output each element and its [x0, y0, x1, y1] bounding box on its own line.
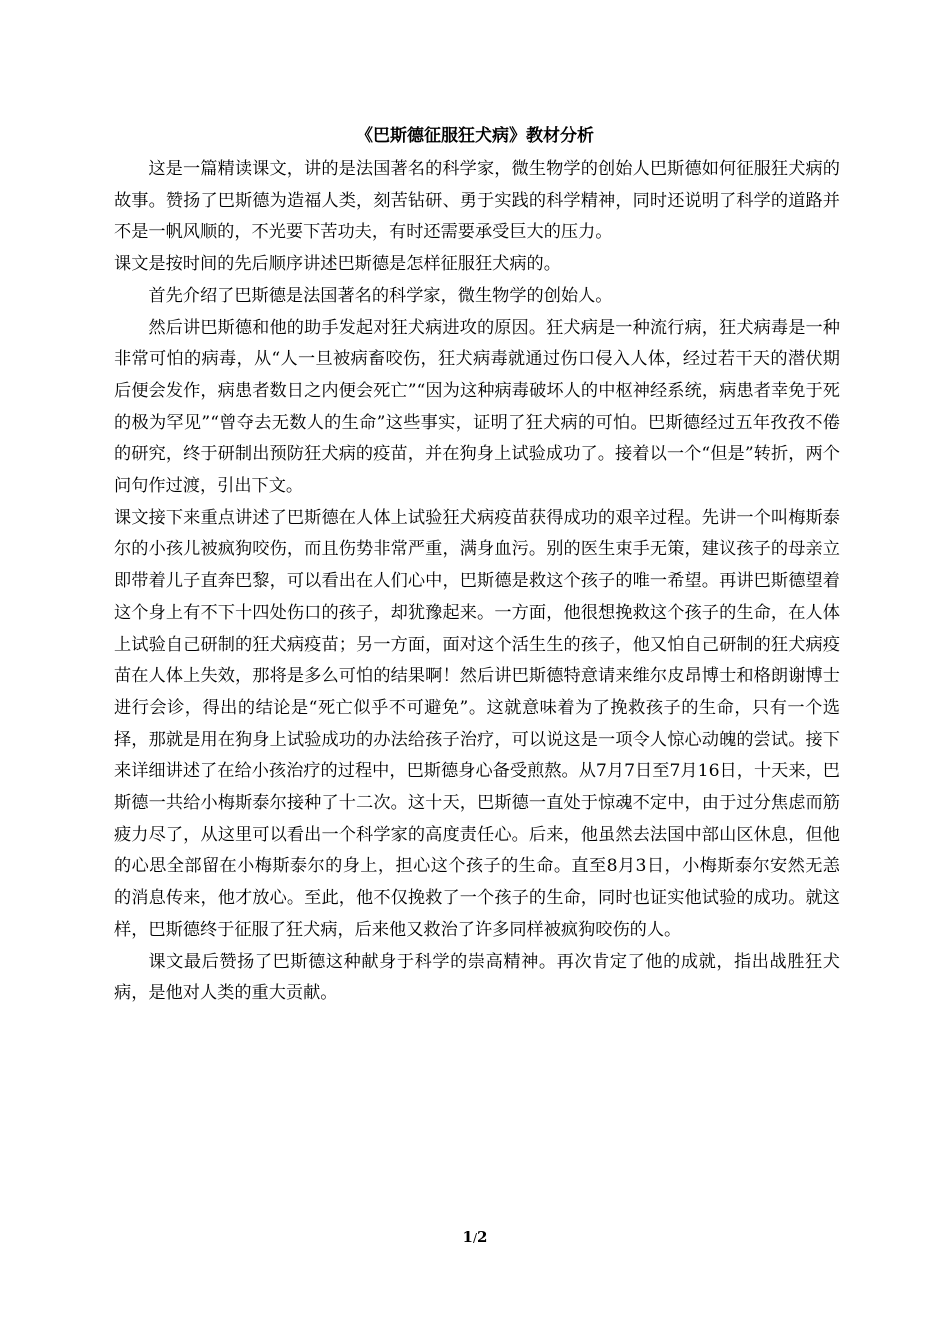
paragraph-conclusion: 课文最后赞扬了巴斯德这种献身于科学的崇高精神。再次肯定了他的成就，指出战胜狂犬病，是他对人类的重大贡献。 — [114, 951, 840, 1004]
paragraph-process: 课文接下来重点讲述了巴斯德在人体上试验狂犬病疫苗获得成功的艰辛过程。先讲一个叫梅斯泰尔的小孩儿被疯狗咬伤，而且伤势非常严重，满身血污。别的医生束手无策，建议孩子的母亲立即带着儿子直奔巴黎，可以看出在人们心中，巴斯德是救这个孩子的唯一希望。再讲巴斯德望着这个身上有不下十四处伤口的孩子，却犹豫起来。一方面，他很想挽救这个孩子的生命，在人体上试验自己研制的狂犬病疫苗；另一方面，面对这个活生生的孩子，他又怕自己研制的狂犬病疫苗在人体上失效，那将是多么可怕的结果啊！然后讲巴斯德特意请来维尔皮昂博士和格朗谢博士进行会诊，得出的结论是“死亡似乎不可避免”。这就意味着为了挽救孩子的生命，只有一个选择，那就是用在狗身上试验成功的办法给孩子治疗，可以说这是一项令人惊心动魄的尝试。接下来详细讲述了在给小孩治疗的过程中，巴斯德身心备受煎熬。从7月7日至7月16日，十天来，巴斯德一共给小梅斯泰尔接种了十二次。这十天，巴斯德一直处于惊魂不定中，由于过分焦虑而筋疲力尽了，从这里可以看出一个科学家的高度责任心。后来，他虽然去法国中部山区休息，但他的心思全部留在小梅斯泰尔的身上，担心这个孩子的生命。直至8月3日，小梅斯泰尔安然无恙的消息传来，他才放心。至此，他不仅挽救了一个孩子的生命，同时也证实他试验的成功。就这样，巴斯德终于征服了狂犬病，后来他又救治了许多同样被疯狗咬伤的人。 — [114, 507, 840, 940]
document-title: 《巴斯德征服狂犬病》教材分析 — [356, 126, 594, 146]
page-number — [0, 1227, 950, 1248]
paragraph-first: 首先介绍了巴斯德是法国著名的科学家，微生物学的创始人。 — [148, 285, 613, 306]
paragraph-structure: 课文是按时间的先后顺序讲述巴斯德是怎样征服狂犬病的。 — [114, 254, 561, 275]
total-page-number: 2 — [477, 1228, 488, 1246]
current-page-number: 1 — [462, 1228, 473, 1246]
paragraph-reason: 然后讲巴斯德和他的助手发起对狂犬病进攻的原因。狂犬病是一种流行病，狂犬病毒是一种非常可怕的病毒，从“人一旦被病畜咬伤，狂犬病毒就通过伤口侵入人体，经过若干天的潜伏期后便会发作，病患者数日之内便会死亡”“因为这种病毒破坏人的中枢神经系统，病患者幸免于死的极为罕见”“曾夺去无数人的生命”这些事实，证明了狂犬病的可怕。巴斯德经过五年孜孜不倦的研究，终于研制出预防狂犬病的疫苗，并在狗身上试验成功了。接着以一个“但是”转折，两个问句作过渡，引出下文。 — [114, 317, 840, 497]
paragraph-intro: 这是一篇精读课文，讲的是法国著名的科学家，微生物学的创始人巴斯德如何征服狂犬病的故事。赞扬了巴斯德为造福人类，刻苦钻研、勇于实践的科学精神，同时还说明了科学的道路并不是一帆风顺的，不光要下苦功夫，有时还需要承受巨大的压力。 — [114, 159, 840, 243]
document-body — [114, 154, 840, 1010]
page-separator: / — [472, 1231, 478, 1245]
